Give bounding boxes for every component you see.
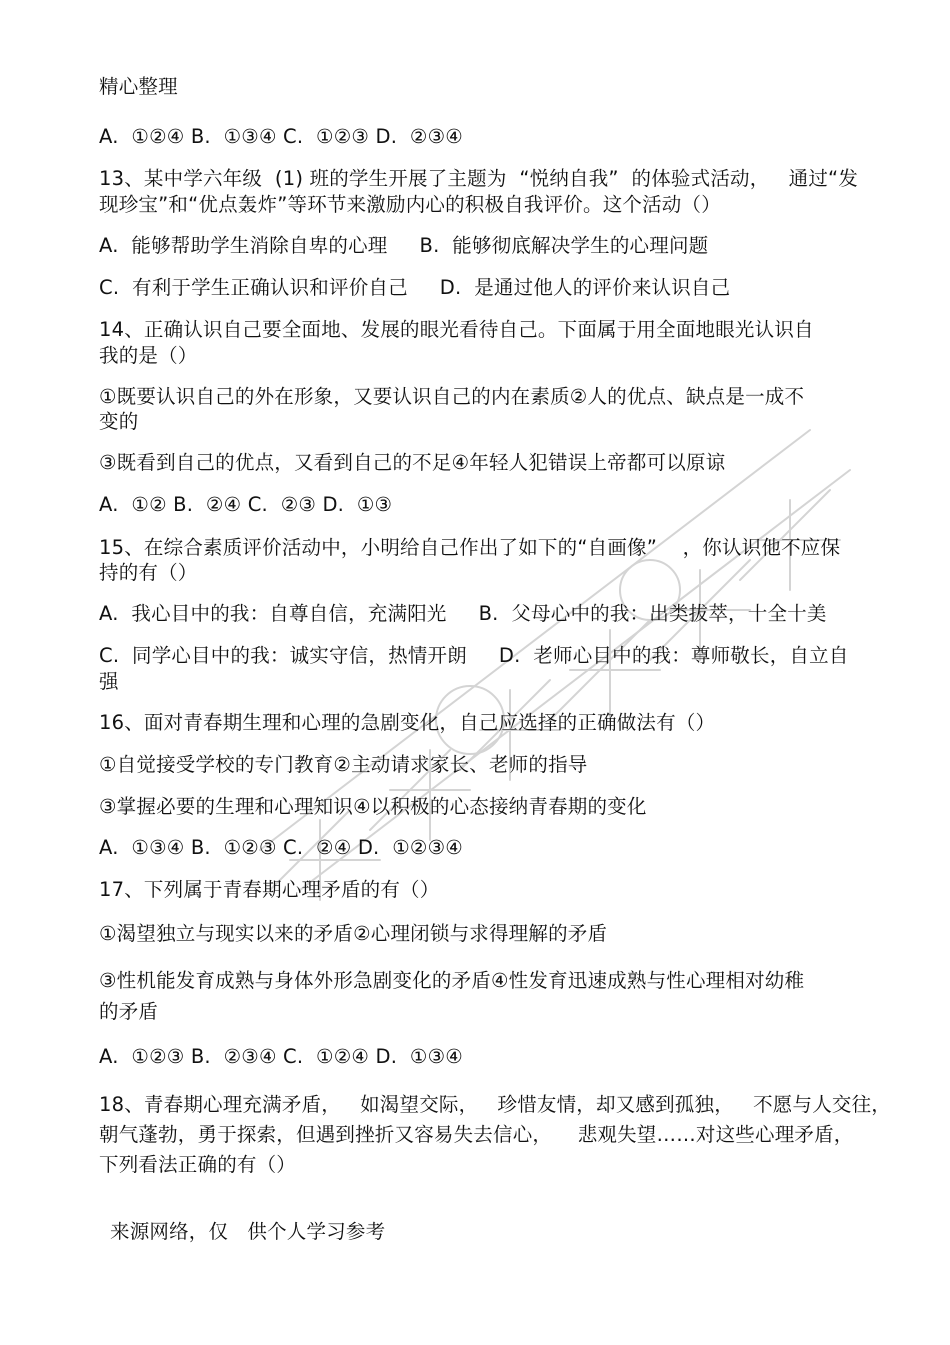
statement-q16-1: ①自觉接受学校的专门教育②主动请求家长、老师的指导 — [99, 753, 588, 776]
question-14-line-2: 我的是（） — [99, 344, 198, 367]
statement-q14-1-line-1: ①既要认识自己的外在形象，又要认识自己的内在素质②人的优点、缺点是一成不 — [99, 385, 805, 408]
answer-options-q15-ab: A. 我心目中的我：自尊自信，充满阳光 B. 父母心中的我：出类拔萃，十全十美 — [99, 602, 827, 625]
statement-q17-2-line-2: 的矛盾 — [99, 1000, 159, 1023]
question-18-line-2: 朝气蓬勃，勇于探索，但遇到挫折又容易失去信心， 悲观失望……对这些心理矛盾， — [99, 1123, 854, 1146]
document-footer: 来源网络，仅 供个人学习参考 — [110, 1220, 386, 1243]
question-13-line-2: 现珍宝”和“优点轰炸”等环节来激励内心的积极自我评价。这个活动（） — [99, 193, 721, 216]
question-15-line-1: 15、在综合素质评价活动中，小明给自己作出了如下的“自画像” ，你认识他不应保 — [99, 536, 841, 559]
question-13-line-1: 13、某中学六年级 (1) 班的学生开展了主题为 “悦纳自我” 的体验式活动， 通过“发 — [99, 167, 859, 190]
question-16: 16、面对青春期生理和心理的急剧变化，自己应选择的正确做法有（） — [99, 711, 716, 734]
answer-options-q12: A. ①②④ B. ①③④ C. ①②③ D. ②③④ — [99, 125, 463, 148]
question-18-line-1: 18、青春期心理充满矛盾， 如渴望交际， 珍惜友情，却又感到孤独， 不愿与人交往， — [99, 1093, 891, 1116]
answer-options-q17: A. ①②③ B. ②③④ C. ①②④ D. ①③④ — [99, 1045, 463, 1068]
answer-options-q16: A. ①③④ B. ①②③ C. ②④ D. ①②③④ — [99, 836, 463, 859]
answer-options-q15-cd-line-1: C. 同学心目中的我：诚实守信，热情开朗 D. 老师心目中的我：尊师敬长，自立自 — [99, 644, 849, 667]
answer-options-q14: A. ①② B. ②④ C. ②③ D. ①③ — [99, 493, 393, 516]
document-header-title: 精心整理 — [99, 75, 178, 98]
statement-q14-1-line-2: 变的 — [99, 410, 139, 433]
statement-q17-2-line-1: ③性机能发育成熟与身体外形急剧变化的矛盾④性发育迅速成熟与性心理相对幼稚 — [99, 969, 805, 992]
question-14-line-1: 14、正确认识自己要全面地、发展的眼光看待自己。下面属于用全面地眼光认识自 — [99, 318, 814, 341]
question-17: 17、下列属于青春期心理矛盾的有（） — [99, 878, 440, 901]
answer-options-q15-cd-line-2: 强 — [99, 670, 119, 693]
statement-q17-1: ①渴望独立与现实以来的矛盾②心理闭锁与求得理解的矛盾 — [99, 922, 608, 945]
answer-options-q13-ab: A. 能够帮助学生消除自卑的心理 B. 能够彻底解决学生的心理问题 — [99, 234, 709, 257]
question-15-line-2: 持的有（） — [99, 561, 198, 584]
question-18-line-3: 下列看法正确的有（） — [99, 1153, 297, 1176]
statement-q14-2: ③既看到自己的优点，又看到自己的不足④年轻人犯错误上帝都可以原谅 — [99, 451, 726, 474]
statement-q16-2: ③掌握必要的生理和心理知识④以积极的心态接纳青春期的变化 — [99, 795, 647, 818]
answer-options-q13-cd: C. 有利于学生正确认识和评价自己 D. 是通过他人的评价来认识自己 — [99, 276, 731, 299]
